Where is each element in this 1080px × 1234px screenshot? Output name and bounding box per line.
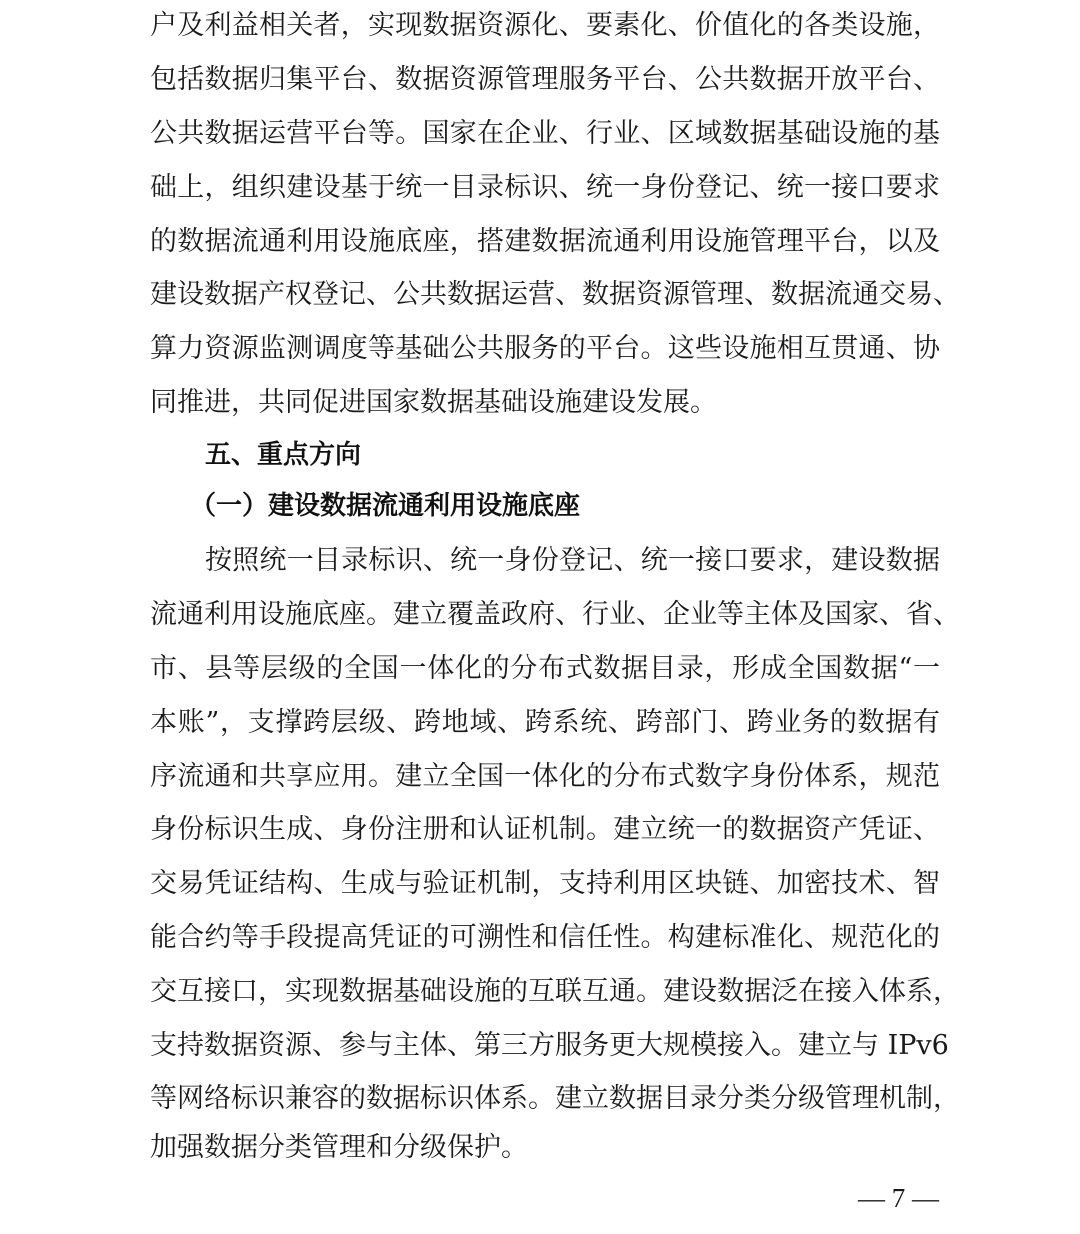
paragraph-1-line-3: 公共数据运营平台等。国家在企业、行业、区域数据基础设施的基 [150, 118, 940, 149]
paragraph-1-line-8: 同推进，共同促进国家数据基础设施建设发展。 [150, 387, 717, 418]
paragraph-1-line-7: 算力资源监测调度等基础公共服务的平台。这些设施相互贯通、协 [150, 333, 940, 364]
paragraph-2-line-8: 能合约等手段提高凭证的可溯性和信任性。构建标准化、规范化的 [150, 922, 940, 953]
paragraph-2-line-2: 流通利用设施底座。建立覆盖政府、行业、企业等主体及国家、省、 [150, 599, 960, 630]
paragraph-2-line-6: 身份标识生成、身份注册和认证机制。建立统一的数据资产凭证、 [150, 814, 940, 845]
paragraph-2-line-3: 市、县等层级的全国一体化的分布式数据目录，形成全国数据“一 [150, 653, 940, 684]
paragraph-2-line-7: 交易凭证结构、生成与验证机制，支持利用区块链、加密技术、智 [150, 868, 940, 899]
paragraph-2-line-4: 本账”，支撑跨层级、跨地域、跨系统、跨部门、跨业务的数据有 [150, 707, 940, 738]
paragraph-1-line-1: 户及利益相关者，实现数据资源化、要素化、价值化的各类设施， [150, 10, 940, 41]
paragraph-1-line-6: 建设数据产权登记、公共数据运营、数据资源管理、数据流通交易、 [150, 279, 960, 310]
paragraph-2-line-12: 加强数据分类管理和分级保护。 [150, 1132, 528, 1163]
section-heading: 五、重点方向 [205, 440, 362, 470]
paragraph-2-line-11: 等网络标识兼容的数据标识体系。建立数据目录分类分级管理机制， [150, 1083, 960, 1114]
paragraph-2-line-9: 交互接口，实现数据基础设施的互联互通。建设数据泛在接入体系， [150, 976, 960, 1007]
paragraph-2-line-5: 序流通和共享应用。建立全国一体化的分布式数字身份体系，规范 [150, 761, 940, 792]
page-number: — 7 — [858, 1183, 939, 1213]
paragraph-1-line-2: 包括数据归集平台、数据资源管理服务平台、公共数据开放平台、 [150, 64, 940, 95]
paragraph-2-line-1: 按照统一目录标识、统一身份登记、统一接口要求，建设数据 [205, 545, 940, 576]
paragraph-1-line-4: 础上，组织建设基于统一目录标识、统一身份登记、统一接口要求 [150, 172, 940, 203]
paragraph-1-line-5: 的数据流通利用设施底座，搭建数据流通利用设施管理平台，以及 [150, 226, 940, 257]
subsection-heading: （一）建设数据流通利用设施底座 [190, 491, 581, 521]
paragraph-2-line-10: 支持数据资源、参与主体、第三方服务更大规模接入。建立与 IPv6 [150, 1030, 949, 1061]
